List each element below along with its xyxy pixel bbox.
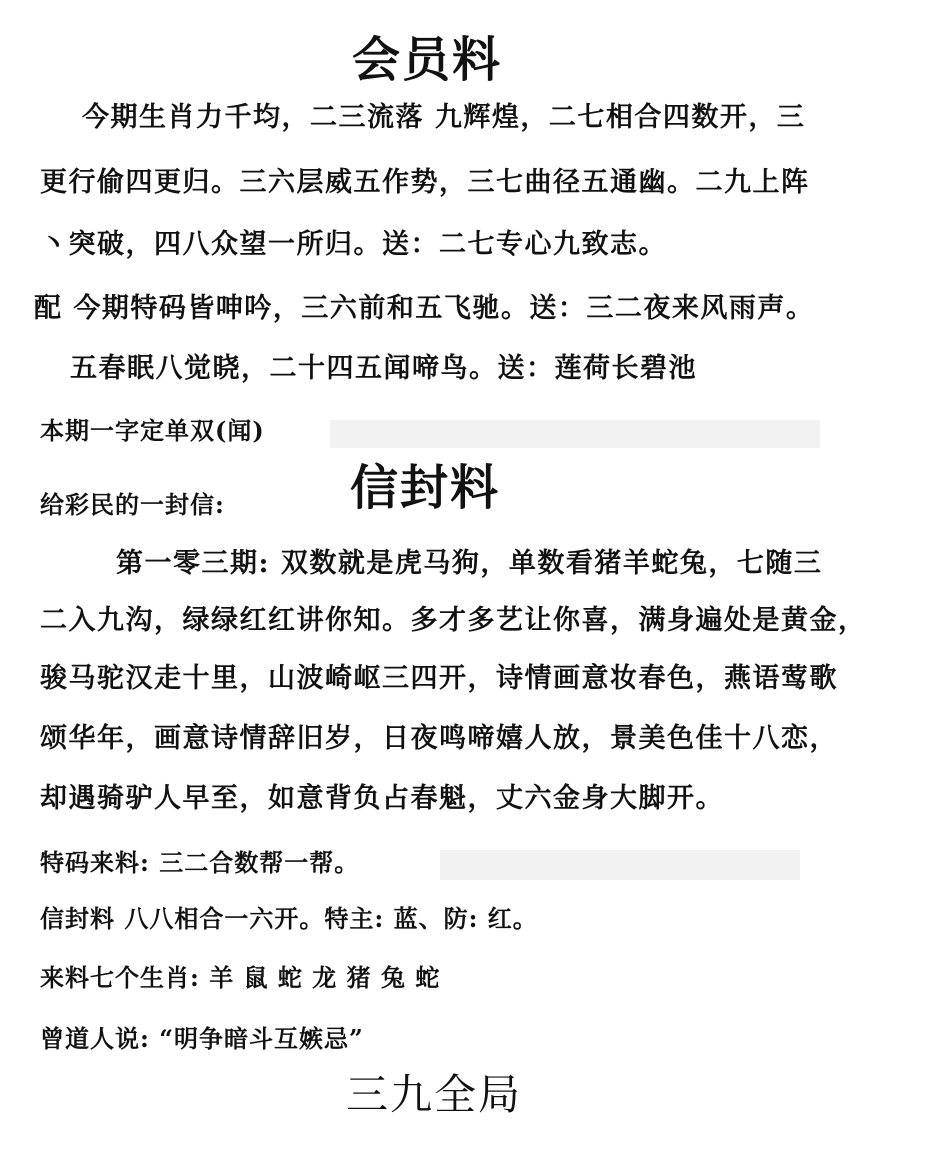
member-section-title: 会员料 — [352, 32, 503, 88]
zodiac-line: 来料七个生肖: 羊 鼠 蛇 龙 猪 兔 蛇 — [40, 963, 441, 992]
footer-title: 三九全局 — [346, 1070, 523, 1119]
member-line-2: 更行偷四更归。三六层威五作势，三七曲径五通幽。二九上阵 — [40, 167, 810, 198]
member-line-3: 丶突破，四八众望一所归。送：二七专心九致志。 — [40, 229, 667, 260]
letter-line-2: 二入九沟，绿绿红红讲你知。多才多艺让你喜，满身遍处是黄金， — [40, 605, 867, 636]
scan-smudge — [330, 420, 820, 448]
letter-section-title: 信封料 — [350, 460, 501, 516]
member-line-6: 本期一字定单双(闻) — [40, 416, 265, 445]
scan-smudge — [440, 850, 800, 880]
letter-line-1: 第一零三期: 双数就是虎马狗，单数看猪羊蛇兔，七随三 — [116, 548, 823, 579]
special-code-line: 特码来料: 三二合数帮一帮。 — [40, 848, 360, 877]
member-line-1: 今期生肖力千均，二三流落 九辉煌，二七相合四数开，三 — [82, 102, 806, 133]
letter-intro: 给彩民的一封信: — [40, 490, 225, 519]
envelope-line: 信封料 八八相合一六开。特主: 蓝、防: 红。 — [40, 904, 538, 933]
letter-line-5: 却遇骑驴人早至，如意背负占春魁，丈六金身大脚开。 — [40, 783, 724, 814]
member-line-4: 配 今期特码皆呻吟，三六前和五飞驰。送：三二夜来风雨声。 — [34, 293, 815, 324]
letter-line-3: 骏马驼汉走十里，山波崎岖三四开，诗情画意妆春色，燕语莺歌 — [40, 663, 838, 694]
quote-line: 曾道人说: “明争暗斗互嫉忌” — [40, 1024, 364, 1053]
letter-line-4: 颂华年，画意诗情辞旧岁，日夜鸣啼嬉人放，景美色佳十八恋， — [40, 723, 838, 754]
member-line-5: 五春眠八觉晓，二十四五闻啼鸟。送：莲荷长碧池 — [70, 353, 697, 384]
